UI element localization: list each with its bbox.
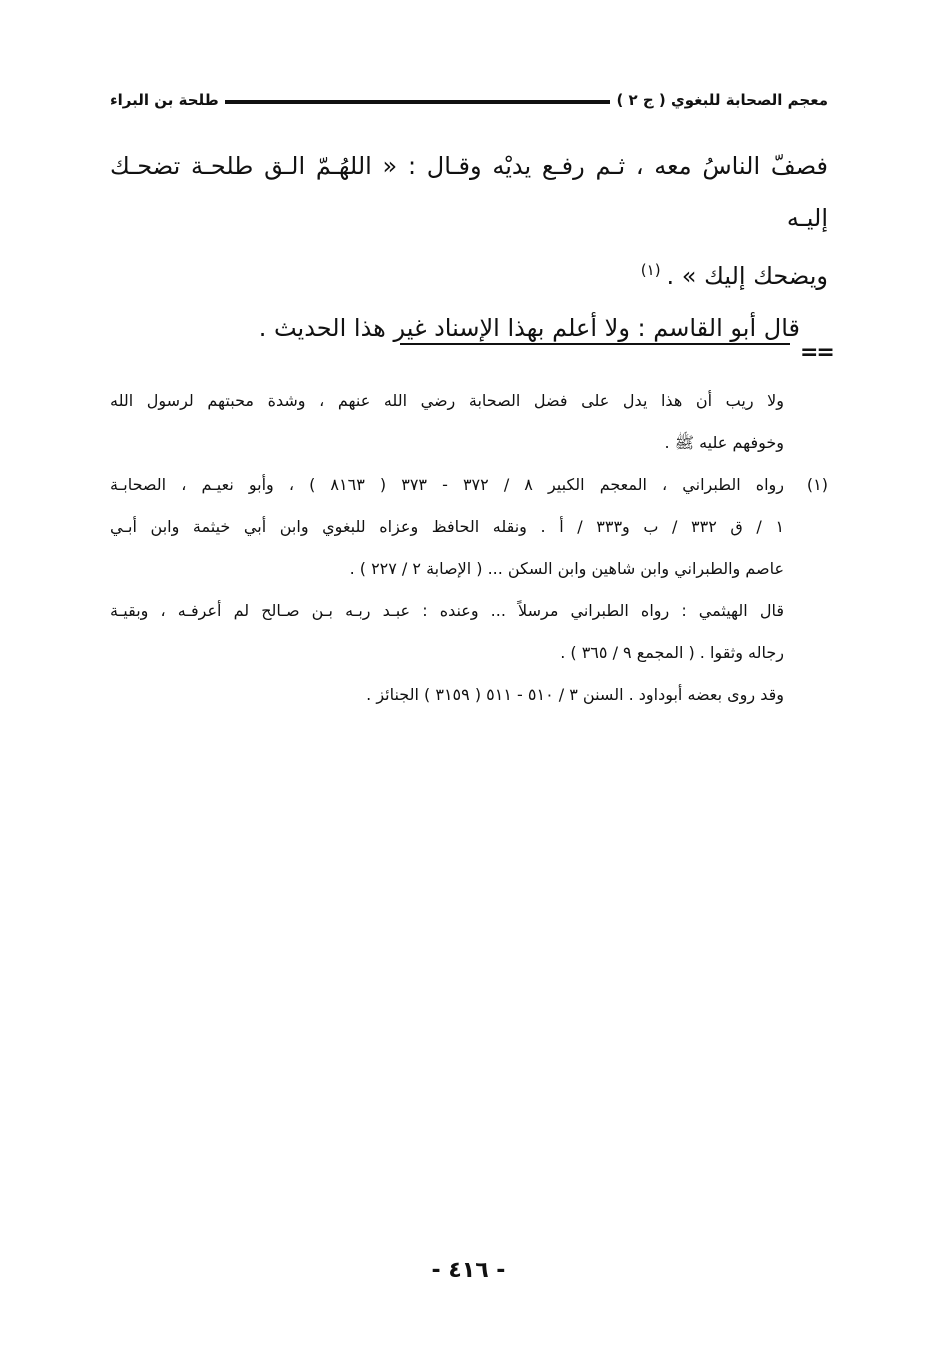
footnotes xyxy=(110,380,828,716)
footnote-1-line-6: وقد روى بعضه أبوداود . السنن ٣ / ٥١٠ - ٥١١ ( ٣١٥٩ ) الجنائز . xyxy=(366,685,784,704)
main-text xyxy=(110,140,828,354)
book-title: معجم الصحابة للبغوي ( ج ٢ ) xyxy=(616,91,828,109)
footnote-separator-line xyxy=(400,343,790,345)
main-line-2-text: ويضحك إليك » . xyxy=(666,262,828,290)
entry-title: طلحة بن البراء xyxy=(110,91,219,109)
header-rule xyxy=(225,100,611,104)
continuation-mark: == xyxy=(800,340,833,365)
footnote-1-line-3: عاصم والطبراني وابن شاهين وابن السكن ... ( الإصابة ٢ / ٢٢٧ ) . xyxy=(349,559,784,578)
footnote-1-line-4: قال الهيثمي : رواه الطبراني مرسلاً ... وعنده : عبـد ربـه بـن صـالح لم أعرفـه ، وبقيـة xyxy=(110,601,784,620)
page-number: - ٤١٦ - xyxy=(431,1258,506,1283)
main-line-1: فصفّ الناسُ معه ، ثـم رفـع يديْه وقـال : « اللهُـمّ الـق طلحـة تضحـك إليـه xyxy=(110,152,828,232)
main-line-2 xyxy=(110,244,828,302)
footnote-reference: (١) xyxy=(640,261,661,279)
footnote-1-line-1 xyxy=(110,464,828,506)
main-line-3: قال أبو القاسم : ولا أعلم بهذا الإسناد غير هذا الحديث . xyxy=(258,314,800,342)
footnote-1-line-1-text: رواه الطبراني ، المعجم الكبير ٨ / ٣٧٢ - ٣٧٣ ( ٨١٦٣ ) ، وأبو نعيـم ، الصحابـة xyxy=(110,475,784,494)
running-header xyxy=(110,86,828,114)
footnote-1-line-5: رجاله وثقوا . ( المجمع ٩ / ٣٦٥ ) . xyxy=(560,643,784,662)
footnote-1-number: (١) xyxy=(806,475,828,494)
footnote-continued-line-1: ولا ريب أن هذا يدل على فضل الصحابة رضي الله عنهم ، وشدة محبتهم لرسول الله xyxy=(110,391,784,410)
footnote-1-line-2: ١ / ق ٣٣٢ / ب و٣٣٣ / أ . ونقله الحافظ وعزاه للبغوي وابن أبي خيثمة وابن أبـي xyxy=(110,517,785,536)
footnote-continued-line-2: وخوفهم عليه ﷺ . xyxy=(664,433,784,452)
